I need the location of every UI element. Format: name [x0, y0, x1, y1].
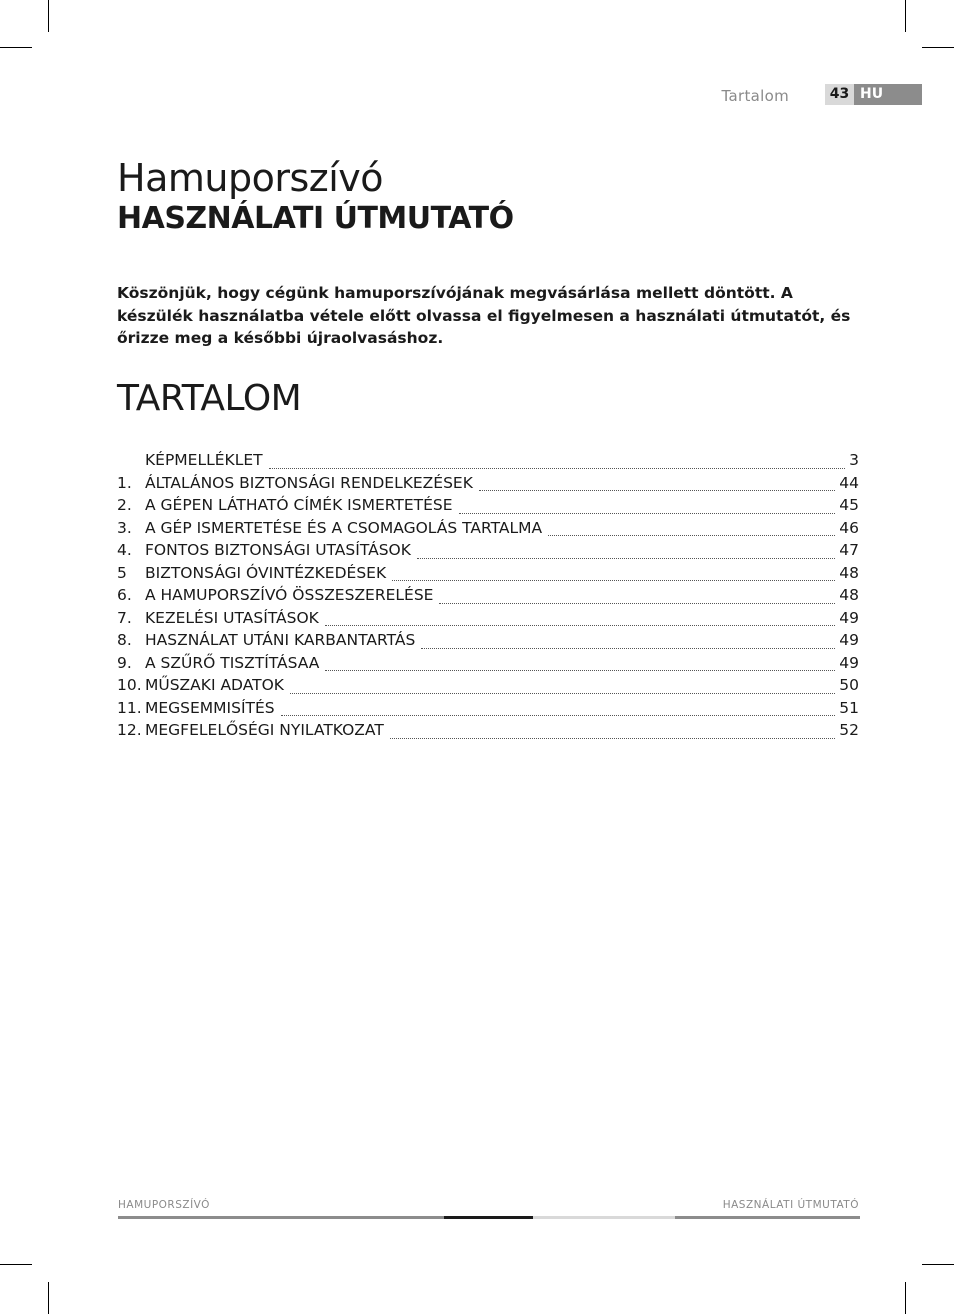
footer-bar — [118, 1216, 444, 1219]
footer-product-name: HAMUPORSZÍVÓ — [118, 1199, 210, 1211]
toc-item-label: MEGFELELŐSÉGI NYILATKOZAT — [145, 721, 384, 739]
manual-title: HASZNÁLATI ÚTMUTATÓ — [117, 201, 514, 236]
page-number: 43 — [825, 84, 854, 105]
toc-item-number: 11. — [117, 698, 142, 717]
toc-item-label: ÁLTALÁNOS BIZTONSÁGI RENDELKEZÉSEK — [145, 473, 473, 492]
toc-item[interactable] — [117, 519, 859, 542]
toc-item-label: KÉPMELLÉKLET — [145, 451, 263, 469]
toc-item-label: KEZELÉSI UTASÍTÁSOK — [145, 608, 319, 627]
toc-item-page: 47 — [839, 541, 859, 559]
toc-item-number: 4. — [117, 541, 132, 559]
toc-item-page: 3 — [849, 451, 859, 469]
toc-item-number: 6. — [117, 586, 132, 604]
toc-item-number: 8. — [117, 631, 132, 649]
toc-item[interactable] — [117, 631, 859, 654]
toc-item-label: FONTOS BIZTONSÁGI UTASÍTÁSOK — [145, 541, 411, 559]
crop-mark — [922, 47, 954, 48]
footer-bar — [675, 1216, 860, 1219]
toc-item-label: MEGSEMMISÍTÉS — [145, 698, 275, 717]
toc-leader-dots — [325, 669, 835, 671]
toc-item[interactable] — [117, 609, 859, 632]
toc-item-number: 5 — [117, 563, 127, 582]
toc-item-page: 45 — [839, 496, 859, 514]
toc-item-page: 49 — [839, 608, 859, 627]
toc-leader-dots — [290, 692, 835, 694]
toc-item-number: 3. — [117, 518, 132, 537]
footer-manual-name: HASZNÁLATI ÚTMUTATÓ — [722, 1199, 859, 1211]
intro-paragraph: Köszönjük, hogy cégünk hamuporszívójának megvásárlása mellett döntött. A készülék használatba vétele előtt olvassa el figyelmesen a használati útmutatót, és őrizze meg a későbbi újraolvasáshoz. — [117, 284, 851, 347]
crop-mark — [48, 0, 49, 32]
toc-item-page: 51 — [839, 698, 859, 717]
toc-leader-dots — [325, 624, 835, 626]
toc-leader-dots — [417, 557, 835, 559]
toc-leader-dots — [459, 512, 836, 514]
table-of-contents — [117, 451, 859, 744]
toc-leader-dots — [281, 714, 836, 716]
toc-item-number: 9. — [117, 653, 132, 672]
toc-item-label: A SZŰRŐ TISZTÍTÁSAA — [145, 653, 320, 672]
crop-mark — [922, 1264, 954, 1265]
product-title: Hamuporszívó — [117, 156, 383, 200]
toc-item[interactable] — [117, 474, 859, 497]
toc-leader-dots — [439, 602, 835, 604]
toc-item-label: A GÉP ISMERTETÉSE ÉS A CSOMAGOLÁS TARTALMA — [145, 518, 543, 537]
footer-bar — [444, 1216, 533, 1219]
toc-item-number: 7. — [117, 608, 132, 627]
crop-mark — [48, 1282, 49, 1314]
toc-item-label: A GÉPEN LÁTHATÓ CÍMÉK ISMERTETÉSE — [145, 496, 453, 514]
toc-item[interactable] — [117, 654, 859, 677]
toc-item-page: 48 — [839, 563, 859, 582]
toc-item[interactable] — [117, 586, 859, 609]
toc-leader-dots — [421, 647, 835, 649]
toc-item-page: 44 — [839, 473, 859, 492]
toc-item-page: 49 — [839, 653, 859, 672]
toc-leader-dots — [390, 737, 835, 739]
toc-item-number: 10. — [117, 676, 142, 694]
toc-item-number: 1. — [117, 473, 132, 492]
toc-item[interactable] — [117, 451, 859, 474]
footer-bar — [533, 1216, 675, 1219]
toc-item[interactable] — [117, 699, 859, 722]
crop-mark — [905, 0, 906, 32]
toc-item-page: 46 — [839, 518, 859, 537]
toc-item[interactable] — [117, 721, 859, 744]
toc-item[interactable] — [117, 564, 859, 587]
toc-item-label: A HAMUPORSZÍVÓ ÖSSZESZERELÉSE — [145, 586, 434, 604]
crop-mark — [905, 1282, 906, 1314]
crop-mark — [0, 47, 32, 48]
toc-item-page: 50 — [839, 676, 859, 694]
toc-leader-dots — [548, 534, 835, 536]
toc-item[interactable] — [117, 496, 859, 519]
toc-item[interactable] — [117, 676, 859, 699]
toc-item[interactable] — [117, 541, 859, 564]
toc-item-page: 49 — [839, 631, 859, 649]
toc-item-number: 2. — [117, 496, 132, 514]
toc-item-page: 48 — [839, 586, 859, 604]
toc-heading: TARTALOM — [117, 378, 302, 419]
crop-mark — [0, 1264, 32, 1265]
header-section-title: Tartalom — [721, 87, 789, 105]
toc-item-page: 52 — [839, 721, 859, 739]
toc-leader-dots — [392, 579, 835, 581]
language-code: HU — [860, 86, 884, 102]
toc-item-label: MŰSZAKI ADATOK — [145, 676, 284, 694]
toc-item-number: 12. — [117, 721, 142, 739]
toc-item-label: HASZNÁLAT UTÁNI KARBANTARTÁS — [145, 631, 416, 649]
toc-leader-dots — [269, 467, 846, 469]
toc-leader-dots — [479, 489, 835, 491]
toc-item-label: BIZTONSÁGI ÓVINTÉZKEDÉSEK — [145, 563, 387, 582]
